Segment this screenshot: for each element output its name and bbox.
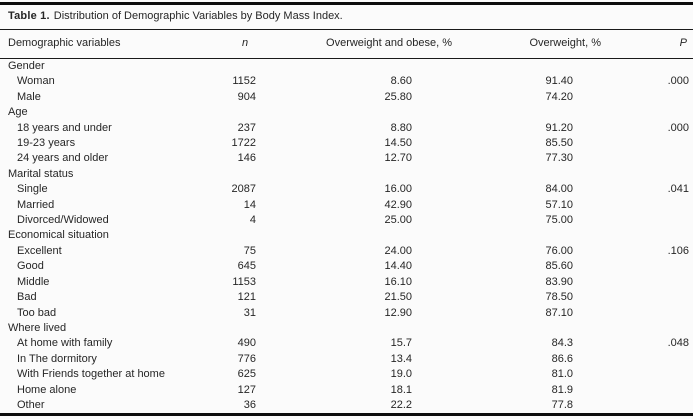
section-row	[0, 321, 693, 336]
cell-n: 645	[237, 260, 256, 273]
cell-p-value	[601, 151, 693, 166]
table-row	[0, 213, 693, 228]
cell-n	[230, 105, 260, 120]
cell-overweight: 91.40	[545, 75, 573, 88]
cell-label: 18 years and under	[17, 121, 112, 134]
cell-label: 19-23 years	[17, 137, 76, 150]
cell-overweight: 85.50	[545, 137, 573, 150]
table-caption-label: Table 1.	[8, 10, 50, 22]
cell-n: 146	[237, 152, 256, 165]
cell-overweight-obese	[260, 228, 452, 243]
cell-label: With Friends together at home	[17, 368, 165, 381]
cell-overweight: 84.3	[551, 337, 573, 350]
cell-p-value	[601, 90, 693, 105]
cell-label: Single	[17, 183, 48, 196]
table-caption	[0, 2, 693, 29]
cell-label: Marital status	[8, 167, 74, 180]
cell-overweight-obese	[260, 167, 452, 182]
cell-label: Too bad	[17, 306, 57, 319]
cell-overweight-obese: 12.70	[384, 152, 412, 165]
table-row	[0, 290, 693, 305]
cell-p-value	[601, 105, 693, 120]
cell-overweight-obese	[260, 321, 452, 336]
cell-overweight-obese: 16.00	[384, 183, 412, 196]
table-row	[0, 121, 693, 136]
cell-n	[230, 228, 260, 243]
cell-n: 904	[237, 90, 256, 103]
cell-label: Excellent	[17, 244, 62, 257]
cell-overweight: 75.00	[545, 214, 573, 227]
cell-label: Male	[17, 90, 41, 103]
table-row	[0, 352, 693, 367]
section-row	[0, 228, 693, 243]
cell-overweight	[452, 167, 601, 182]
cell-overweight-obese	[260, 105, 452, 120]
col-header-demographic-variables: Demographic variables	[0, 30, 230, 59]
cell-p-value	[601, 383, 693, 398]
cell-n: 237	[237, 121, 256, 134]
table-row	[0, 74, 693, 89]
cell-n: 14	[243, 198, 256, 211]
cell-n: 121	[237, 291, 256, 304]
table-row	[0, 336, 693, 351]
cell-overweight: 86.6	[551, 352, 573, 365]
cell-label: Where lived	[8, 321, 67, 334]
cell-p-value: .048	[667, 337, 689, 350]
cell-p-value	[601, 136, 693, 151]
cell-overweight: 81.0	[551, 368, 573, 381]
cell-overweight: 85.60	[545, 260, 573, 273]
cell-p-value	[601, 290, 693, 305]
cell-overweight-obese: 14.50	[384, 137, 412, 150]
cell-overweight: 78.50	[545, 291, 573, 304]
cell-label: At home with family	[17, 337, 113, 350]
cell-label: In The dormitory	[17, 352, 97, 365]
cell-p-value	[601, 306, 693, 321]
section-row	[0, 105, 693, 120]
table-row	[0, 136, 693, 151]
cell-overweight-obese: 19.0	[390, 368, 412, 381]
cell-n	[230, 59, 260, 75]
cell-p-value	[601, 167, 693, 182]
cell-p-value: .106	[667, 244, 689, 257]
section-row	[0, 167, 693, 182]
table-row	[0, 244, 693, 259]
table-row	[0, 182, 693, 197]
cell-label: Age	[8, 106, 28, 119]
cell-overweight-obese: 25.00	[384, 214, 412, 227]
cell-overweight	[452, 228, 601, 243]
col-header-n: n	[230, 30, 260, 59]
cell-overweight-obese: 13.4	[390, 352, 412, 365]
cell-overweight-obese: 21.50	[384, 291, 412, 304]
cell-label: Economical situation	[8, 229, 109, 242]
cell-overweight-obese: 22.2	[390, 398, 412, 411]
cell-p-value	[601, 275, 693, 290]
cell-n: 1152	[232, 75, 256, 88]
table-body	[0, 59, 693, 415]
cell-overweight-obese: 25.80	[384, 90, 412, 103]
col-header-overweight: Overweight, %	[452, 30, 601, 59]
cell-label: 24 years and older	[17, 152, 109, 165]
col-header-p-value: P	[601, 30, 693, 59]
cell-overweight: 77.8	[551, 398, 573, 411]
cell-p-value	[601, 59, 693, 75]
cell-p-value	[601, 198, 693, 213]
cell-overweight-obese	[260, 59, 452, 75]
cell-p-value	[601, 228, 693, 243]
cell-overweight: 83.90	[545, 275, 573, 288]
cell-overweight: 84.00	[545, 183, 573, 196]
cell-overweight-obese: 24.00	[384, 244, 412, 257]
cell-n: 490	[237, 337, 256, 350]
cell-n: 75	[243, 244, 256, 257]
cell-p-value: .000	[667, 75, 689, 88]
cell-overweight: 77.30	[545, 152, 573, 165]
cell-overweight: 81.9	[551, 383, 573, 396]
table-row	[0, 151, 693, 166]
cell-overweight-obese: 14.40	[384, 260, 412, 273]
section-row	[0, 59, 693, 75]
cell-label: Gender	[8, 60, 45, 72]
cell-label: Other	[17, 398, 45, 411]
table-row	[0, 275, 693, 290]
table-row	[0, 306, 693, 321]
cell-overweight-obese: 18.1	[390, 383, 412, 396]
cell-overweight: 91.20	[545, 121, 573, 134]
cell-overweight: 76.00	[545, 244, 573, 257]
cell-p-value	[601, 213, 693, 228]
table-row	[0, 259, 693, 274]
cell-n	[230, 167, 260, 182]
cell-overweight-obese: 12.90	[384, 306, 412, 319]
cell-overweight: 74.20	[545, 90, 573, 103]
table-row	[0, 90, 693, 105]
cell-p-value	[601, 352, 693, 367]
table-row	[0, 383, 693, 398]
col-header-overweight-and-obese: Overweight and obese, %	[260, 30, 452, 59]
cell-p-value	[601, 259, 693, 274]
cell-p-value	[601, 398, 693, 415]
cell-p-value	[601, 321, 693, 336]
cell-overweight: 87.10	[545, 306, 573, 319]
cell-label: Divorced/Widowed	[17, 214, 109, 227]
cell-n: 4	[249, 214, 256, 227]
cell-overweight	[452, 321, 601, 336]
cell-label: Married	[17, 198, 55, 211]
cell-p-value: .000	[667, 121, 689, 134]
cell-overweight-obese: 8.80	[390, 121, 412, 134]
cell-overweight	[452, 105, 601, 120]
cell-n	[230, 321, 260, 336]
cell-overweight-obese: 15.7	[390, 337, 412, 350]
cell-label: Bad	[17, 291, 37, 304]
cell-overweight-obese: 8.60	[390, 75, 412, 88]
cell-p-value	[601, 367, 693, 382]
cell-overweight-obese: 42.90	[384, 198, 412, 211]
table-row	[0, 367, 693, 382]
cell-overweight: 57.10	[545, 198, 573, 211]
cell-p-value: .041	[667, 183, 689, 196]
demographics-table	[0, 29, 693, 416]
cell-label: Woman	[17, 75, 55, 88]
cell-n: 2087	[231, 183, 256, 196]
cell-n: 1153	[232, 275, 256, 288]
cell-n: 1722	[231, 137, 256, 150]
cell-n: 31	[243, 306, 256, 319]
cell-n: 127	[237, 383, 256, 396]
cell-n: 776	[237, 352, 256, 365]
cell-label: Middle	[17, 275, 50, 288]
table-caption-text: Distribution of Demographic Variables by Body Mass Index.	[53, 10, 343, 22]
cell-label: Good	[17, 260, 44, 273]
table-row	[0, 398, 693, 415]
cell-overweight	[452, 59, 601, 75]
cell-n: 36	[243, 398, 256, 411]
cell-label: Home alone	[17, 383, 77, 396]
header-row	[0, 30, 693, 59]
table-row	[0, 198, 693, 213]
cell-overweight-obese: 16.10	[384, 275, 412, 288]
cell-n: 625	[237, 368, 256, 381]
